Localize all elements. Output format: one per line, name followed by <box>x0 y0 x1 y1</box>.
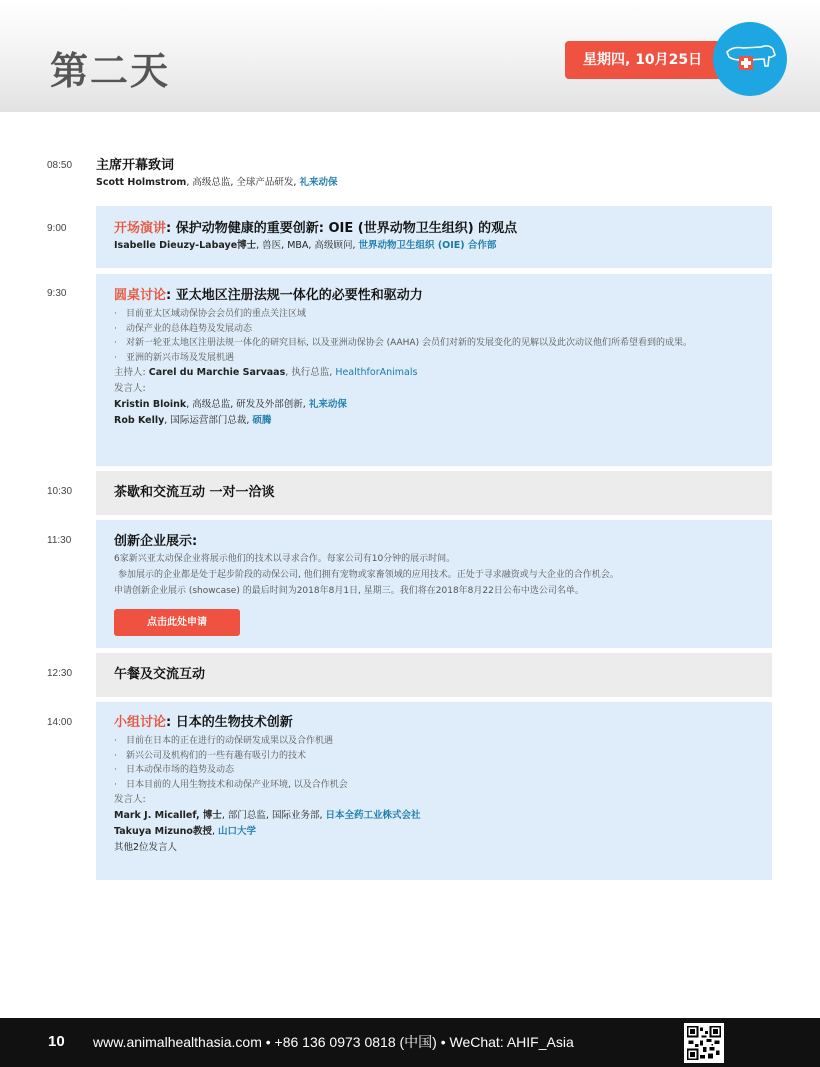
session-box <box>96 157 772 197</box>
session-speaker: Isabelle Dieuzy-Labaye博士, 兽医, MBA, 高级顾问, 世界动物卫生组织 (OIE) 合作部 <box>114 240 497 251</box>
list-item: · 新兴公司及机构们的一些有趣有吸引力的技术 <box>114 749 754 764</box>
bullet-list <box>114 307 754 365</box>
session-box <box>96 653 772 697</box>
session-title: 小组讨论: 日本的生物技术创新 <box>114 715 293 730</box>
list-item: · 日本动保市场的趋势及动态 <box>114 763 754 778</box>
footer-contact[interactable]: www.animalhealthasia.com • +86 136 0973 0818 (中国) • WeChat: AHIF_Asia <box>93 1034 574 1050</box>
page-header <box>0 0 820 112</box>
paragraph: 6家新兴亚太动保企业将展示他们的技术以寻求合作。每家公司有10分钟的展示时间。 <box>114 554 456 564</box>
list-item: · 目前亚太区域动保协会会员们的重点关注区域 <box>114 307 754 322</box>
session-title: 主席开幕致词 <box>96 158 175 173</box>
bullet-list <box>114 734 754 792</box>
speaker-line: Rob Kelly, 国际运营部门总裁, 硕腾 <box>114 415 272 426</box>
session-time: 10:30 <box>47 486 73 497</box>
session-box <box>96 702 772 880</box>
apply-button[interactable]: 点击此处申请 <box>114 609 240 636</box>
session-time: 12:30 <box>47 668 73 679</box>
speaker-line: Mark J. Micallef, 博士, 部门总监, 国际业务部, 日本全药工业株式会社 <box>114 810 421 821</box>
org-link[interactable]: 礼来动保 <box>308 399 347 410</box>
session-time: 9:00 <box>47 223 67 234</box>
session-box <box>96 206 772 268</box>
day-title: 第二天 <box>50 49 171 93</box>
page-number: 10 <box>48 1033 65 1050</box>
paragraph: 申请创新企业展示 (showcase) 的最后时间为2018年8月1日, 星期三。我们将在2018年8月22日公布中选公司名单。 <box>114 586 584 596</box>
speaker-line: Takuya Mizuno教授, 山口大学 <box>114 826 257 837</box>
speakers-label: 发言人: <box>114 794 146 805</box>
session-box <box>96 274 772 466</box>
session-title: 茶歇和交流互动 一对一洽谈 <box>114 485 275 500</box>
list-item: · 亚洲的新兴市场及发展机遇 <box>114 351 754 366</box>
org-link[interactable]: 礼来动保 <box>299 177 338 188</box>
page-footer <box>0 1018 820 1067</box>
session-title: 开场演讲: 保护动物健康的重要创新: OIE (世界动物卫生组织) 的观点 <box>114 221 518 236</box>
org-link[interactable]: 山口大学 <box>218 826 257 837</box>
session-title: 圆桌讨论: 亚太地区注册法规一体化的必要性和驱动力 <box>114 288 423 303</box>
session-time: 08:50 <box>47 160 73 171</box>
list-item: · 对新一轮亚太地区注册法规一体化的研究目标, 以及亚洲动保协会 (AAHA) 会员们对新的发展变化的见解以及此次动议他们所希望看到的成果。 <box>114 336 754 351</box>
session-box <box>96 471 772 515</box>
session-title: 午餐及交流互动 <box>114 667 206 682</box>
list-item: · 目前在日本的正在进行的动保研发成果以及合作机遇 <box>114 734 754 749</box>
date-badge: 星期四, 10月25日 <box>565 41 735 79</box>
org-link[interactable]: HealthforAnimals <box>335 367 418 378</box>
list-item: · 日本目前的人用生物技术和动保产业环境, 以及合作机会 <box>114 778 754 793</box>
animal-health-logo-icon <box>713 22 787 96</box>
session-speaker: Scott Holmstrom, 高级总监, 全球产品研发, 礼来动保 <box>96 177 338 188</box>
session-title: 创新企业展示: <box>114 534 198 549</box>
session-time: 9:30 <box>47 288 67 299</box>
moderator: 主持人: Carel du Marchie Sarvaas, 执行总监, HealthforAnimals <box>114 367 418 378</box>
other-speakers: 其他2位发言人 <box>114 842 178 853</box>
session-time: 14:00 <box>47 717 73 728</box>
org-link[interactable]: 世界动物卫生组织 (OIE) 合作部 <box>358 240 497 251</box>
paragraph: 参加展示的企业都是处于起步阶段的动保公司, 他们拥有宠物或家畜领域的应用技术。正处于寻求融资或与大企业的合作机会。 <box>118 570 619 580</box>
speaker-line: Kristin Bloink, 高级总监, 研发及外部创新, 礼来动保 <box>114 399 347 410</box>
session-box <box>96 520 772 648</box>
qr-code-icon[interactable] <box>684 1023 724 1063</box>
org-link[interactable]: 硕腾 <box>252 415 272 426</box>
list-item: · 动保产业的总体趋势及发展动态 <box>114 322 754 337</box>
speakers-label: 发言人: <box>114 383 146 394</box>
org-link[interactable]: 日本全药工业株式会社 <box>325 810 421 821</box>
session-time: 11:30 <box>47 535 72 546</box>
